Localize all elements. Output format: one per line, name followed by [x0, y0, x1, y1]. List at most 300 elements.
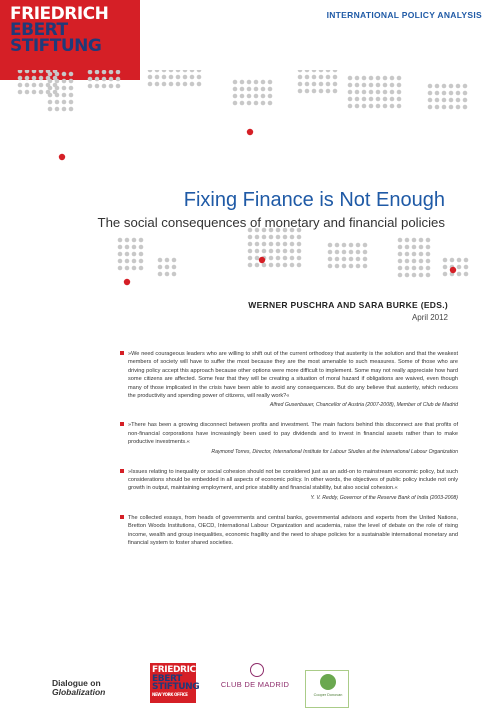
quote-text: »There has been a growing disconnect between profits and investment. The main factors behind this disconnect are that profits of non-financial corporations have increasingly been used to pay dividends and to invest in financial assets rather than to make productive investments.«	[128, 422, 458, 446]
map-dot	[333, 89, 338, 94]
map-dot	[172, 265, 177, 270]
map-dot	[405, 273, 410, 278]
map-dot	[405, 259, 410, 264]
map-dot	[428, 98, 433, 103]
quotes-list	[128, 350, 458, 560]
map-dot	[376, 76, 381, 81]
map-dot	[276, 256, 281, 261]
map-dot	[305, 70, 310, 72]
map-dot	[326, 82, 331, 87]
map-dot	[383, 97, 388, 102]
map-dot	[169, 82, 174, 87]
map-dot	[158, 272, 163, 277]
map-dot	[419, 266, 424, 271]
map-dot	[165, 258, 170, 263]
map-dot	[269, 263, 274, 268]
globe-icon	[320, 674, 336, 690]
map-dot	[428, 91, 433, 96]
map-dot	[109, 77, 114, 82]
map-dot	[305, 82, 310, 87]
map-dot	[158, 265, 163, 270]
map-dot	[276, 249, 281, 254]
map-dot	[165, 265, 170, 270]
map-dot	[390, 76, 395, 81]
map-dot	[32, 83, 37, 88]
map-dot	[247, 94, 252, 99]
map-dot	[155, 70, 160, 72]
map-dot	[356, 257, 361, 262]
logo-line-2: EBERT	[10, 20, 68, 40]
map-dot	[369, 83, 374, 88]
map-dot	[48, 107, 53, 112]
map-dot	[456, 98, 461, 103]
map-dot	[362, 76, 367, 81]
map-dot	[39, 90, 44, 95]
map-dot	[247, 87, 252, 92]
map-dot	[449, 105, 454, 110]
map-dot	[443, 272, 448, 277]
map-dot	[240, 94, 245, 99]
map-dot	[32, 76, 37, 81]
series-label: INTERNATIONAL POLICY ANALYSIS	[326, 10, 482, 20]
map-dot	[283, 235, 288, 240]
map-dot	[48, 79, 53, 84]
map-dot	[348, 90, 353, 95]
map-dot	[290, 249, 295, 254]
map-dot	[262, 235, 267, 240]
map-dot	[276, 263, 281, 268]
map-dot	[55, 107, 60, 112]
map-dot	[125, 245, 130, 250]
map-dot	[348, 104, 353, 109]
map-dot	[319, 75, 324, 80]
map-dot	[298, 89, 303, 94]
map-dot	[69, 86, 74, 91]
map-dot	[419, 259, 424, 264]
logo-line-1: FRIEDRICH	[10, 4, 109, 24]
map-dot	[95, 84, 100, 89]
fes-line-1: FRIEDRICH	[152, 665, 203, 675]
map-dot	[363, 243, 368, 248]
map-dot	[283, 249, 288, 254]
map-dot	[397, 90, 402, 95]
map-dot	[62, 100, 67, 105]
map-dot	[426, 259, 431, 264]
map-dot	[62, 93, 67, 98]
map-dot	[435, 105, 440, 110]
map-dot	[255, 242, 260, 247]
map-dot	[233, 80, 238, 85]
map-dot	[162, 70, 167, 72]
map-dot	[176, 75, 181, 80]
map-dot	[398, 245, 403, 250]
map-dot	[268, 80, 273, 85]
map-dot	[233, 87, 238, 92]
map-dot	[102, 77, 107, 82]
map-dot	[342, 257, 347, 262]
map-dot	[335, 264, 340, 269]
map-dot	[405, 245, 410, 250]
map-dot	[362, 83, 367, 88]
cooper-donovan-logo	[305, 670, 349, 708]
map-highlight-dot	[450, 267, 456, 273]
map-dot	[412, 252, 417, 257]
map-dot	[55, 72, 60, 77]
bullet-icon	[120, 351, 124, 355]
map-dot	[148, 70, 153, 72]
map-dot	[88, 84, 93, 89]
map-dot	[442, 98, 447, 103]
map-dot	[442, 91, 447, 96]
map-dot	[305, 75, 310, 80]
map-dot	[443, 258, 448, 263]
map-dot	[269, 242, 274, 247]
map-dot	[398, 252, 403, 257]
map-dot	[18, 76, 23, 81]
map-dot	[298, 75, 303, 80]
map-dot	[62, 79, 67, 84]
map-dot	[426, 252, 431, 257]
map-dot	[356, 264, 361, 269]
map-dot	[32, 90, 37, 95]
map-dot	[426, 238, 431, 243]
fes-logo	[0, 0, 140, 80]
map-dot	[319, 70, 324, 72]
map-dot	[419, 238, 424, 243]
map-dot	[248, 249, 253, 254]
map-dot	[48, 72, 53, 77]
map-dot	[176, 82, 181, 87]
map-highlight-dot	[247, 129, 253, 135]
map-dot	[88, 77, 93, 82]
map-dot	[109, 84, 114, 89]
map-dot	[464, 272, 469, 277]
map-dot	[355, 90, 360, 95]
map-dot	[118, 266, 123, 271]
map-dot	[190, 70, 195, 72]
map-dot	[326, 75, 331, 80]
map-dot	[261, 94, 266, 99]
map-dot	[349, 257, 354, 262]
map-dot	[255, 235, 260, 240]
map-dot	[248, 235, 253, 240]
map-dot	[169, 70, 174, 72]
map-dot	[435, 84, 440, 89]
map-dot	[328, 243, 333, 248]
cooper-donovan-label: Cooper Donovan	[313, 693, 343, 697]
map-dot	[298, 82, 303, 87]
map-dot	[139, 266, 144, 271]
map-dot	[276, 242, 281, 247]
map-dot	[269, 256, 274, 261]
map-dot	[261, 101, 266, 106]
map-dot	[412, 273, 417, 278]
map-dot	[95, 70, 100, 74]
map-dot	[383, 90, 388, 95]
map-dot	[169, 75, 174, 80]
map-dot	[190, 82, 195, 87]
map-dot	[148, 82, 153, 87]
map-dot	[297, 263, 302, 268]
map-dot	[449, 91, 454, 96]
map-dot	[355, 76, 360, 81]
map-dot	[247, 80, 252, 85]
map-dot	[25, 83, 30, 88]
map-dot	[162, 75, 167, 80]
map-dot	[172, 272, 177, 277]
map-dot	[132, 259, 137, 264]
quote-item	[128, 468, 458, 502]
map-dot	[328, 264, 333, 269]
map-dot	[276, 235, 281, 240]
quote-item	[128, 421, 458, 455]
map-dot	[268, 87, 273, 92]
map-dot	[125, 252, 130, 257]
dialogue-top: Dialogue on	[52, 678, 101, 688]
map-dot	[248, 242, 253, 247]
map-dot	[390, 97, 395, 102]
map-dot	[397, 104, 402, 109]
map-dot	[290, 235, 295, 240]
map-dot	[255, 249, 260, 254]
map-dot	[376, 83, 381, 88]
map-dot	[183, 70, 188, 72]
map-dot	[449, 98, 454, 103]
map-dot	[383, 76, 388, 81]
map-dot	[197, 70, 202, 72]
map-dot	[428, 105, 433, 110]
map-dot	[262, 263, 267, 268]
map-dot	[457, 258, 462, 263]
map-dot	[139, 252, 144, 257]
map-dot	[390, 83, 395, 88]
map-highlight-dot	[259, 257, 265, 263]
map-dot	[269, 249, 274, 254]
map-dot	[69, 100, 74, 105]
dialogue-on-globalization-logo	[52, 679, 105, 697]
map-dot	[463, 91, 468, 96]
map-dot	[463, 84, 468, 89]
map-dot	[412, 259, 417, 264]
map-dot	[426, 245, 431, 250]
map-dot	[348, 97, 353, 102]
map-dot	[290, 242, 295, 247]
map-dot	[139, 259, 144, 264]
map-dot	[139, 238, 144, 243]
club-de-madrid-logo: CLUB DE MADRID	[220, 680, 290, 689]
map-dot	[326, 70, 331, 72]
map-dot	[355, 97, 360, 102]
map-dot	[457, 272, 462, 277]
map-dot	[312, 82, 317, 87]
map-dot	[39, 70, 44, 73]
map-dot	[39, 76, 44, 81]
map-dot	[132, 252, 137, 257]
map-dot	[162, 82, 167, 87]
map-dot	[240, 87, 245, 92]
map-dot	[102, 84, 107, 89]
map-dot	[18, 83, 23, 88]
map-dot	[290, 256, 295, 261]
map-dot	[25, 90, 30, 95]
map-dot	[233, 101, 238, 106]
map-dot	[363, 264, 368, 269]
map-dot	[383, 104, 388, 109]
map-dot	[62, 86, 67, 91]
quote-item	[128, 514, 458, 548]
map-dot	[376, 104, 381, 109]
map-dot	[456, 105, 461, 110]
map-dot	[412, 238, 417, 243]
map-dot	[349, 264, 354, 269]
map-dot	[88, 70, 93, 74]
map-dot	[376, 90, 381, 95]
quote-text: »Issues relating to inequality or social cohesion should not be considered just as an add-on to mainstream economic policy, but such considerations should be embedded in all aspects of economic policy. In other words, the objectives of public policy include not only growth in output, maintaining employment, and price stability and financial stability, but also social cohesion.«	[128, 468, 458, 492]
map-dot	[69, 93, 74, 98]
map-dot	[333, 70, 338, 72]
map-dot	[456, 91, 461, 96]
map-dot	[426, 266, 431, 271]
map-dot	[335, 250, 340, 255]
map-dot	[69, 107, 74, 112]
map-dot	[262, 249, 267, 254]
map-dot	[190, 75, 195, 80]
fes-office: NEW YORK OFFICE	[152, 691, 188, 697]
map-dot	[397, 83, 402, 88]
map-dot	[383, 83, 388, 88]
map-dot	[363, 250, 368, 255]
map-highlight-dot	[124, 279, 130, 285]
map-dot	[116, 77, 121, 82]
map-dot	[116, 84, 121, 89]
map-dot	[412, 266, 417, 271]
cover-title: Fixing Finance is Not Enough	[183, 189, 445, 211]
map-dot	[197, 82, 202, 87]
map-dot	[356, 250, 361, 255]
dialogue-bottom: Globalization	[52, 687, 106, 697]
map-dot	[435, 98, 440, 103]
map-dot	[464, 258, 469, 263]
map-dot	[426, 273, 431, 278]
map-dot	[139, 245, 144, 250]
map-dot	[312, 89, 317, 94]
map-dot	[247, 101, 252, 106]
map-dot	[48, 86, 53, 91]
map-dot	[32, 70, 37, 73]
map-dot	[255, 263, 260, 268]
map-dot	[333, 75, 338, 80]
map-dot	[183, 75, 188, 80]
map-dot	[362, 97, 367, 102]
map-dot	[349, 250, 354, 255]
map-dot	[335, 257, 340, 262]
map-dot	[283, 256, 288, 261]
quote-source: Alfred Gusenbauer, Chancellor of Austria (2007-2008), Member of Club de Madrid	[269, 402, 458, 409]
map-dot	[355, 104, 360, 109]
map-dot	[183, 82, 188, 87]
map-dot	[312, 75, 317, 80]
map-dot	[18, 70, 23, 73]
map-dot	[125, 266, 130, 271]
map-dot	[48, 93, 53, 98]
map-dot	[283, 242, 288, 247]
map-dot	[102, 70, 107, 74]
map-dot	[132, 266, 137, 271]
map-dot	[348, 83, 353, 88]
map-dot	[464, 265, 469, 270]
map-dot	[442, 84, 447, 89]
logo-line-3: STIFTUNG	[10, 36, 102, 56]
map-dot	[132, 238, 137, 243]
map-dot	[312, 70, 317, 72]
map-dot	[362, 90, 367, 95]
map-dot	[268, 94, 273, 99]
map-dot	[463, 98, 468, 103]
quote-source: Y. V. Reddy, Governor of the Reserve Bank of India (2003-2008)	[310, 494, 458, 501]
map-dot	[240, 101, 245, 106]
map-dot	[262, 242, 267, 247]
map-dot	[457, 265, 462, 270]
map-dot	[297, 235, 302, 240]
map-dot	[348, 76, 353, 81]
map-dot	[118, 252, 123, 257]
map-dot	[398, 238, 403, 243]
map-dot	[419, 273, 424, 278]
map-dot	[254, 101, 259, 106]
quote-item	[128, 350, 458, 409]
map-dot	[450, 258, 455, 263]
map-dot	[342, 243, 347, 248]
map-dot	[55, 93, 60, 98]
map-dot	[69, 79, 74, 84]
map-dot	[125, 238, 130, 243]
map-dot	[442, 105, 447, 110]
map-highlight-dot	[59, 154, 65, 160]
map-dot	[428, 84, 433, 89]
map-dot	[355, 83, 360, 88]
map-dot	[363, 257, 368, 262]
map-dot	[419, 245, 424, 250]
map-dot	[62, 107, 67, 112]
map-dot	[419, 252, 424, 257]
map-dot	[290, 263, 295, 268]
map-dot	[356, 243, 361, 248]
map-dot	[155, 75, 160, 80]
partner-logos	[0, 660, 500, 715]
map-dot	[342, 264, 347, 269]
map-dot	[268, 101, 273, 106]
map-dot	[39, 83, 44, 88]
map-dot	[248, 256, 253, 261]
summary-text: The collected essays, from heads of governments and central banks, governmental advisors and experts from the United Nations, Bretton Woods Institutions, OECD, International Labour Organization and academia, raise the level of debate on the role of rising income, wealth and group inequalities, economic fragility and the need to shape policies for a sustainable international monetary and financial system to foster shared societies.	[128, 514, 458, 547]
map-dot	[176, 70, 181, 72]
map-dot	[25, 76, 30, 81]
bullet-icon	[120, 422, 124, 426]
map-dot	[449, 84, 454, 89]
map-dot	[132, 245, 137, 250]
map-dot	[148, 75, 153, 80]
map-dot	[328, 257, 333, 262]
publication-date: April 2012	[411, 313, 448, 322]
map-dot	[435, 91, 440, 96]
map-dot	[48, 100, 53, 105]
map-dot	[376, 97, 381, 102]
map-dot	[443, 265, 448, 270]
map-dot	[369, 97, 374, 102]
quote-text: »We need courageous leaders who are willing to shift out of the current orthodoxy that austerity is the solution and that the weakest members of society will have to suffer the most because they are the most amenable to such measures. Some of those who are driving policy accept this approach because other options were more difficult to implement. Some may not really appreciate how hard some citizens are affected. Some fear that they will be creating a situation of moral hazard if obligations are waived, even though many of those implicated in the crisis have been able to avoid any consequences. But do any believe that austerity, which reduces the productivity and spending power of citizens, will really work?«	[128, 351, 458, 400]
map-dot	[118, 245, 123, 250]
map-dot	[125, 259, 130, 264]
